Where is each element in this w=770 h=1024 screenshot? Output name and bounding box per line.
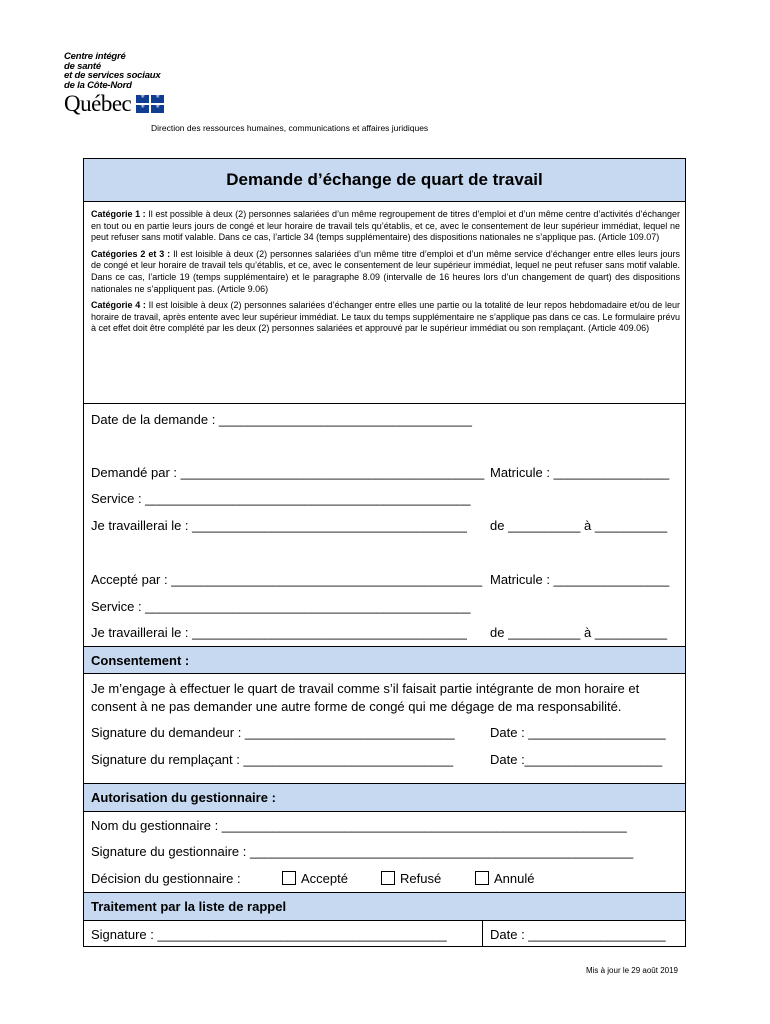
- date-demande-field[interactable]: Date de la demande : ___________________________________: [91, 412, 472, 427]
- traitement-band: [84, 892, 685, 921]
- decision-label: Décision du gestionnaire :: [91, 871, 241, 886]
- quebec-flag-icon: [136, 95, 164, 113]
- signature-demandeur-field[interactable]: Signature du demandeur : _____________________________: [91, 725, 455, 740]
- intro-paragraph-3: Catégorie 4 : Il est loisible à deux (2) personnes salariées d’échanger entre elles une partie ou la totalité de leur repos hebdomadaire et/ou de leur horaire de travail, après entente avec leur supérieur immédiat. Le taux du temps supplémentaire ne s’applique pas dans ce cas. Le formulaire prévu à cet effet doit être complété par les deux (2) personnes salariées et approuvé par le supérieur immédiat ou son remplaçant. (Article 409.06): [91, 300, 681, 334]
- org-line: Centre intégré: [64, 51, 126, 62]
- option-refuse-label: Refusé: [400, 871, 442, 886]
- accepte-par-field[interactable]: Accepté par : ___________________________________________: [91, 572, 483, 587]
- matricule-field-2[interactable]: Matricule : ________________: [490, 572, 670, 587]
- nom-gestionnaire-field[interactable]: Nom du gestionnaire : ________________________________________________________: [91, 818, 627, 833]
- quebec-wordmark: Québec: [64, 91, 132, 116]
- org-line: et de services sociaux: [64, 70, 161, 81]
- service-field-1[interactable]: Service : _____________________________________________: [91, 491, 471, 506]
- update-date: Mis à jour le 29 août 2019: [585, 966, 678, 975]
- service-field-2[interactable]: Service : _____________________________________________: [91, 599, 471, 614]
- demande-par-field[interactable]: Demandé par : __________________________________________: [91, 465, 485, 480]
- option-accepte[interactable]: [282, 871, 348, 886]
- de-a-field-1[interactable]: de __________ à __________: [490, 518, 668, 533]
- checkbox-refuse[interactable]: [381, 871, 395, 885]
- direction-subtitle: Direction des ressources humaines, communications et affaires juridiques: [151, 123, 429, 133]
- cell-divider: [482, 920, 483, 947]
- matricule-field-1[interactable]: Matricule : ________________: [490, 465, 670, 480]
- consentement-text: Je m’engage à effectuer le quart de travail comme s’il faisait partie intégrante de mon horaire et consent à ne pas demander une autre forme de congé qui me dégage de ma responsabilité.: [91, 681, 640, 714]
- divider: [84, 403, 685, 404]
- organization-logo: [64, 52, 214, 116]
- option-annule-label: Annulé: [494, 871, 535, 886]
- form-title: Demande d’échange de quart de travail: [226, 170, 543, 189]
- checkbox-accepte[interactable]: [282, 871, 296, 885]
- consentement-title: Consentement :: [91, 653, 190, 668]
- checkbox-annule[interactable]: [475, 871, 489, 885]
- intro-paragraph-2: Catégories 2 et 3 : Il est loisible à deux (2) personnes salariées d’un même titre d’emploi et d’un même service d’échanger entre elles leurs jours de congé et leur horaire de travail tels qu’établis, et ce, avec le consentement de leur supérieur immédiat, lequel ne peut refuser sans motif valable. Dans ce cas, l’article 19 (temps supplémentaire) et le paragraphe 8.09 (intervalle de 16 heures lors d’un changement de quart) des dispositions nationales ne s’appliquent pas. (Article 9.06): [91, 248, 681, 294]
- date-field-1[interactable]: Date : ___________________: [490, 725, 666, 740]
- org-line: de santé: [64, 60, 101, 72]
- travaillerai-field-2[interactable]: Je travaillerai le : ______________________________________: [91, 625, 467, 640]
- traitement-title: Traitement par la liste de rappel: [91, 899, 287, 914]
- org-line: de la Côte-Nord: [64, 79, 132, 91]
- option-refuse[interactable]: [381, 871, 441, 886]
- intro-paragraph-1: Catégorie 1 : Il est possible à deux (2) personnes salariées d’un même regroupement de titres d’emploi et d’un même centre d’activités d’échanger en tout ou en partie leurs jours de congé et leur horaire de travail tels qu’établis, et ce, avec le consentement de leur supérieur immédiat, lequel ne peut refuser sans motif valable. Dans ce cas, l’article 34 (temps supplémentaire) des dispositions nationales ne s’applique pas. (Article 109.07): [91, 209, 680, 243]
- signature-field[interactable]: Signature : ________________________________________: [91, 927, 447, 942]
- intro-text: [91, 209, 680, 340]
- option-annule[interactable]: [475, 871, 534, 886]
- autorisation-band: [84, 783, 685, 812]
- option-accepte-label: Accepté: [301, 871, 348, 886]
- travaillerai-field-1[interactable]: Je travaillerai le : ______________________________________: [91, 518, 467, 533]
- autorisation-title: Autorisation du gestionnaire :: [91, 790, 276, 805]
- date-field-2[interactable]: Date :___________________: [490, 752, 663, 767]
- consentement-band: [84, 646, 685, 674]
- de-a-field-2[interactable]: de __________ à __________: [490, 625, 668, 640]
- signature-gestionnaire-field[interactable]: Signature du gestionnaire : _____________________________________________________: [91, 844, 634, 859]
- form-title-band: [84, 159, 685, 202]
- signature-remplacant-field[interactable]: Signature du remplaçant : _____________________________: [91, 752, 454, 767]
- form-container: [83, 158, 686, 947]
- date-field-3[interactable]: Date : ___________________: [490, 927, 666, 942]
